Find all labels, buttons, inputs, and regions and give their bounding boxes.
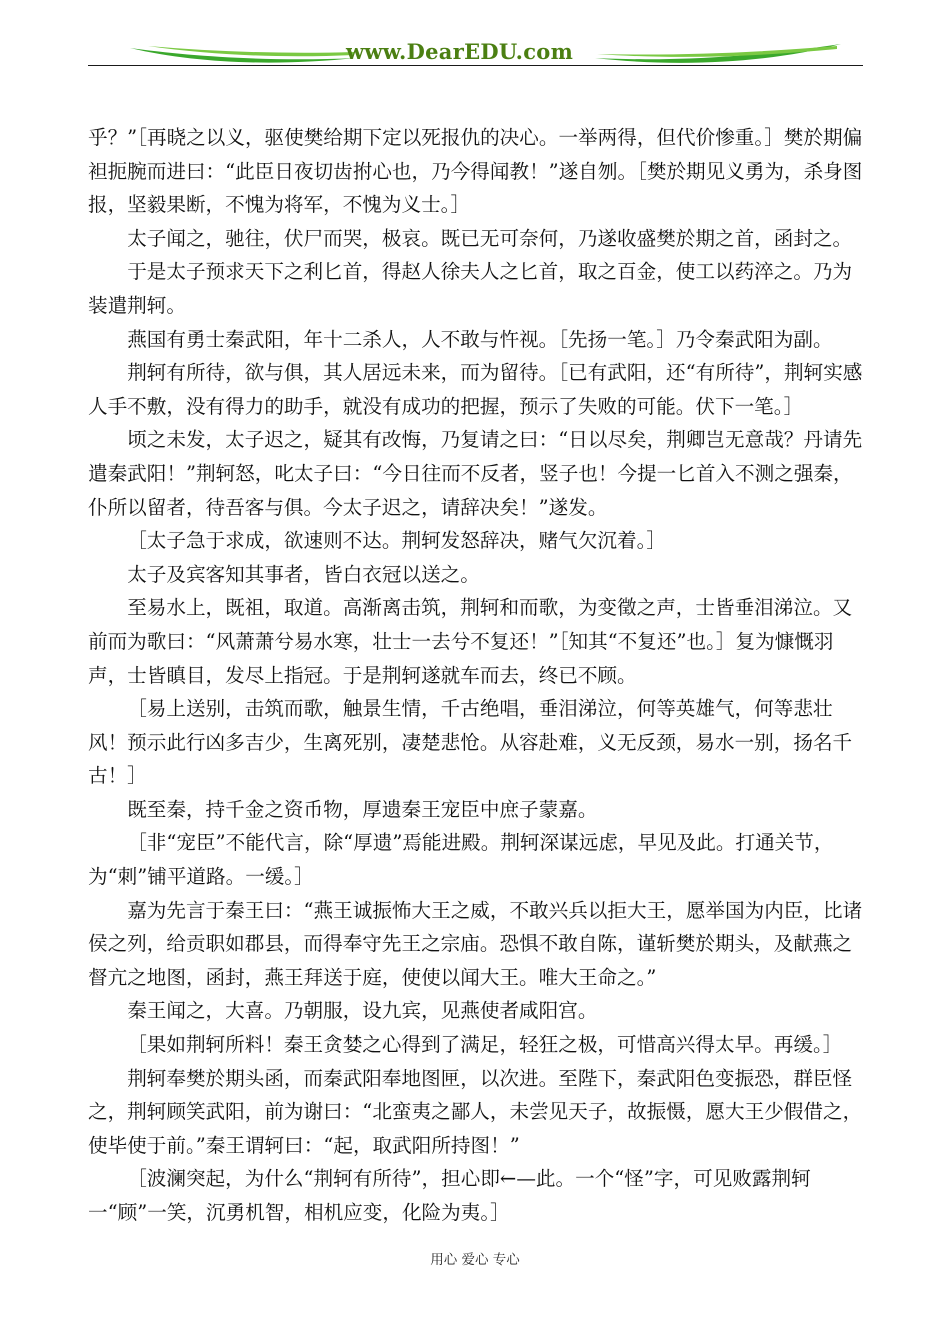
paragraph: 太子及宾客知其事者，皆白衣冠以送之。	[127, 562, 480, 586]
paragraph: ［波澜突起，为什么“荆轲有所待”，担心即←—此。一个“怪”字，可见败露荆轲一“顾”一笑，沉勇机智，相机应变，化险为夷。］	[88, 1167, 811, 1224]
site-logo: www.DearEDU.com	[346, 39, 574, 64]
page-footer: 用心 爱心 专心	[430, 1252, 520, 1268]
paragraph: 嘉为先言于秦王曰：“燕王诚振怖大王之威，不敢兴兵以拒大王，愿举国为内臣，比诸侯之列，给贡职如郡县，而得奉守先王之宗庙。恐惧不敢自陈，谨斩樊於期头，及献燕之督亢之地图，函封，燕王拜送于庭，使使以闻大王。唯大王命之。”	[88, 898, 863, 989]
paragraph: ［太子急于求成，欲速则不达。荆轲发怒辞决，赌气欠沉着。］	[127, 529, 667, 553]
header-rule	[88, 65, 863, 66]
paragraph: 荆轲有所待，欲与俱，其人居远未来，而为留待。［已有武阳，还“有所待”，荆轲实感人手不敷，没有得力的助手，就没有成功的把握，预示了失败的可能。伏下一笔。］	[88, 361, 863, 418]
paragraph: 顷之未发，太子迟之，疑其有改悔，乃复请之曰：“日以尽矣，荆卿岂无意哉？丹请先遣秦武阳！”荆轲怒，叱太子曰：“今日往而不反者，竖子也！今提一匕首入不测之强秦，仆所以留者，待吾客与俱。今太子迟之，请辞决矣！”遂发。	[88, 428, 863, 519]
paragraph: ［非“宠臣”不能代言，除“厚遗”焉能进殿。荆轲深谋远虑，早见及此。打通关节，为“刺”铺平道路。一缓。］	[88, 831, 834, 889]
left-swoosh-decoration	[128, 40, 358, 68]
paragraph: 既至秦，持千金之资币物，厚遗秦王宠臣中庶子蒙嘉。	[127, 797, 598, 821]
right-swoosh-decoration	[593, 40, 843, 68]
paragraph: ［易上送别，击筑而歌，触景生情，千古绝唱，垂泪涕泣，何等英雄气，何等悲壮风！预示此行凶多吉少，生离死别，凄楚悲怆。从容赴难，义无反颈，易水一别，扬名千古！］	[88, 697, 853, 788]
paragraph: 至易水上，既祖，取道。高渐离击筑，荆轲和而歌，为变徵之声，士皆垂泪涕泣。又前而为歌曰：“风萧萧兮易水寒，壮士一去兮不复还！”［知其“不复还”也。］复为慷慨羽声，士皆瞋目，发尽上指冠。于是荆轲遂就车而去，终已不顾。	[88, 596, 853, 687]
paragraph: 秦王闻之，大喜。乃朝服，设九宾，见燕使者咸阳宫。	[127, 999, 598, 1023]
paragraph: 于是太子预求天下之利匕首，得赵人徐夫人之匕首，取之百金，使工以药淬之。乃为装遣荆轲。	[88, 260, 853, 317]
article-body	[88, 121, 868, 1230]
paragraph: 燕国有勇士秦武阳，年十二杀人，人不敢与忤视。［先扬一笔。］乃令秦武阳为副。	[127, 327, 833, 351]
paragraph: 乎？”［再晓之以义，驱使樊给期下定以死报仇的决心。一举两得，但代价惨重。］樊於期偏袒扼腕而进曰：“此臣日夜切齿拊心也，乃今得闻教！”遂自刎。［樊於期见义勇为，杀身图报，坚毅果断，不愧为将军，不愧为义士。］	[88, 126, 863, 217]
paragraph: 太子闻之，驰往，伏尸而哭，极哀。既已无可奈何，乃遂收盛樊於期之首，函封之。	[127, 226, 853, 250]
paragraph: ［果如荆轲所料！秦王贪婪之心得到了满足，轻狂之极，可惜高兴得太早。再缓。］	[127, 1033, 843, 1057]
paragraph: 荆轲奉樊於期头函，而秦武阳奉地图匣，以次进。至陛下，秦武阳色变振恐，群臣怪之，荆轲顾笑武阳，前为谢曰：“北蛮夷之鄙人，未尝见天子，故振慑，愿大王少假借之，使毕使于前。”秦王谓轲曰：“起，取武阳所持图！”	[88, 1066, 863, 1157]
page-header	[88, 38, 863, 70]
